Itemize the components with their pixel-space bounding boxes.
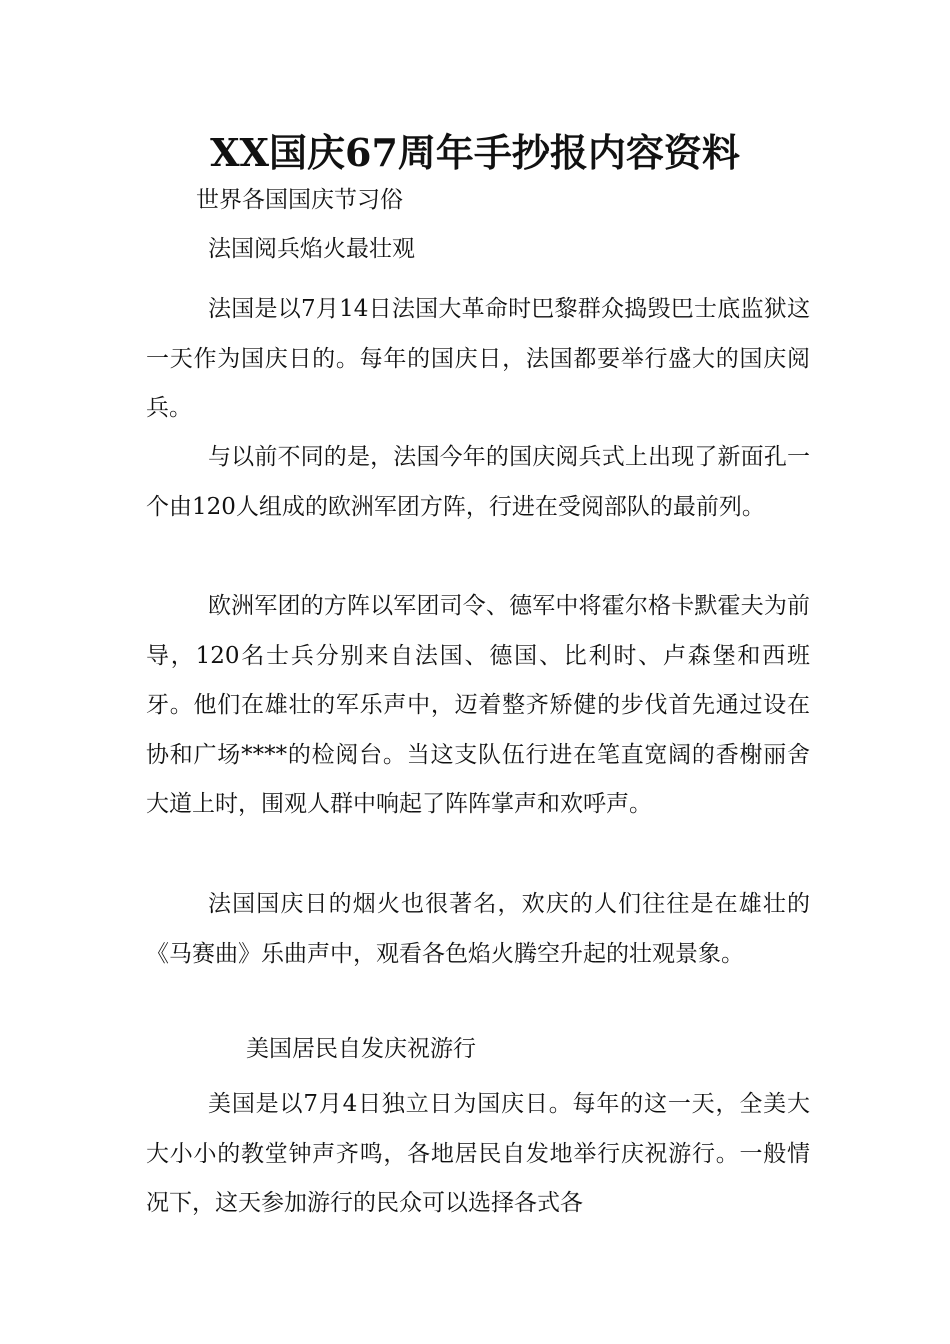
paragraph-france-1: 法国是以7月14日法国大革命时巴黎群众捣毁巴士底监狱这一天作为国庆日的。每年的国庆日，法国都要举行盛大的国庆阅兵。 [146, 296, 810, 421]
section-heading-usa: 美国居民自发庆祝游行 [246, 1036, 476, 1062]
section-heading-france: 法国阅兵焰火最壮观 [208, 236, 415, 262]
document-title: XX国庆67周年手抄报内容资料 [210, 130, 740, 175]
paragraph-france-3: 欧洲军团的方阵以军团司令、德军中将霍尔格卡默霍夫为前导，120名士兵分别来自法国、德国、比利时、卢森堡和西班牙。他们在雄壮的军乐声中，迈着整齐矫健的步伐首先通过设在协和广场****的检阅台。当这支队伍行进在笔直宽阔的香榭丽舍大道上时，围观人群中响起了阵阵掌声和欢呼声。 [146, 593, 810, 817]
document-subtitle: 世界各国国庆节习俗 [196, 187, 403, 213]
paragraph-france-2: 与以前不同的是，法国今年的国庆阅兵式上出现了新面孔一个由120人组成的欧洲军团方阵，行进在受阅部队的最前列。 [146, 444, 810, 520]
paragraph-usa-1: 美国是以7月4日独立日为国庆日。每年的这一天，全美大大小小的教堂钟声齐鸣，各地居民自发地举行庆祝游行。一般情况下，这天参加游行的民众可以选择各式各 [146, 1091, 810, 1216]
paragraph-france-4: 法国国庆日的烟火也很著名，欢庆的人们往往是在雄壮的《马赛曲》乐曲声中，观看各色焰火腾空升起的壮观景象。 [146, 891, 810, 967]
